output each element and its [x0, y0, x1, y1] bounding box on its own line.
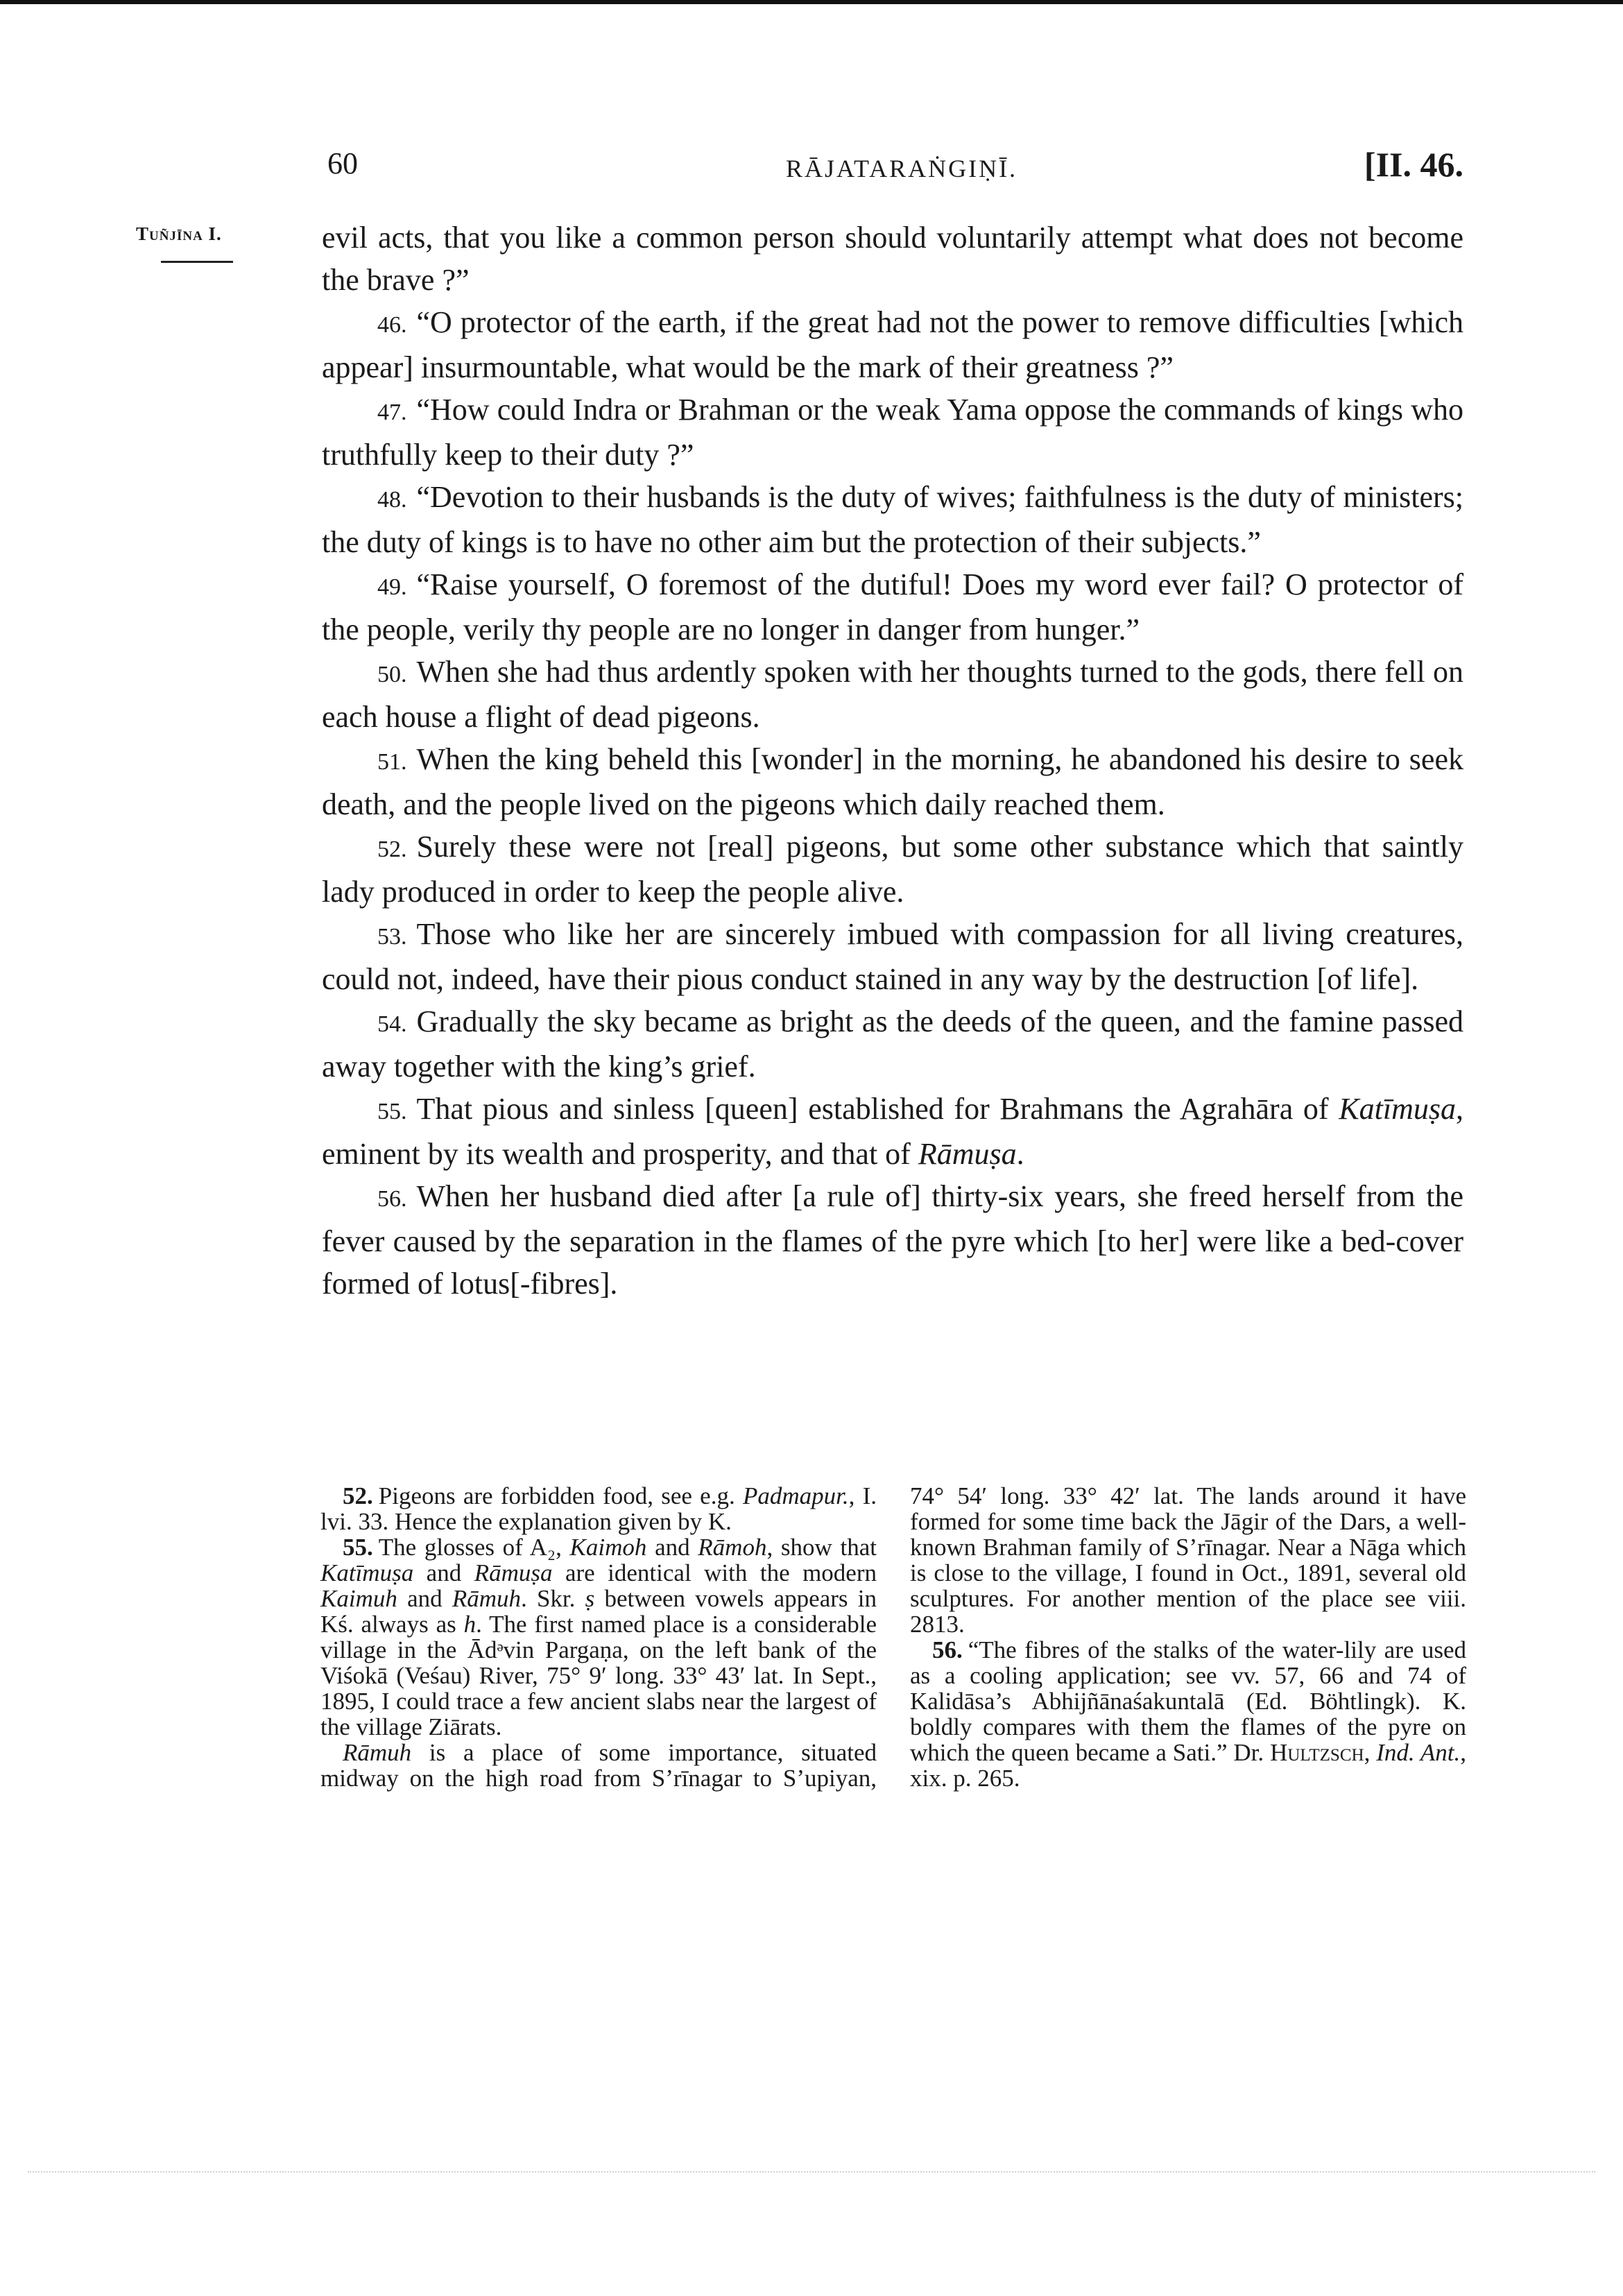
verse-53 [322, 913, 1463, 1000]
place-name-katimusa: Katīmuṣa [1339, 1092, 1456, 1126]
verse-text: Those who like her are sincerely imbued with compassion for all living creatures, could not, indeed, have their pious conduct stained in any way by the destruction [of life]. [322, 917, 1463, 996]
footnote-text: , [1364, 1739, 1377, 1766]
footnote-text: between vowels appears in Kś. always as [320, 1585, 877, 1638]
verse-number: 54. [377, 1011, 407, 1037]
footnote-italic: h [463, 1611, 476, 1638]
verse-number: 46. [377, 312, 407, 338]
verse-56 [322, 1175, 1463, 1305]
footnote-italic: Padmapur. [742, 1482, 849, 1509]
verse-46 [322, 301, 1463, 388]
footnote-text: The glosses of A₂, [378, 1534, 570, 1561]
verse-number: 56. [377, 1186, 407, 1212]
footnote-number: 52. [343, 1482, 373, 1509]
verse-51 [322, 738, 1463, 825]
verse-number: 48. [377, 487, 407, 513]
verse-text: “Devotion to their husbands is the duty of wives; faithfulness is the duty of ministers; the duty of kings is to have no other aim but the protection of their subjects.” [322, 480, 1463, 559]
verse-number: 50. [377, 662, 407, 687]
verse-47 [322, 388, 1463, 476]
footnotes [320, 1483, 1466, 1878]
footnote-italic: ṣ [585, 1585, 595, 1612]
footnote-text: . The first named place is a considerable village in the Ādᵊvin Pargaṇa, on the left bank of the Viśokā (Veśau) River, 75° 9′ long. 33° 43′ lat. In Sept., 1895, I could trace a few ancient slabs near the largest of the village Ziārats. [320, 1611, 877, 1740]
footnote-text: , show that [766, 1534, 877, 1561]
footnote-text: “The fibres of the stalks of the water-lily are used as a cooling application; see vv. 57, 66 and 74 of Kalidāsa’s Abhijñānaśakuntalā (Ed. Böhtlingk). K. boldly compares with them the flames of the pyre on which the queen became a Sati.” Dr. [910, 1636, 1466, 1766]
place-name-ramusa: Rāmuṣa [918, 1137, 1017, 1171]
verse-number: 53. [377, 924, 407, 950]
footnote-text: . Skr. [520, 1585, 585, 1612]
footnote-text: and [397, 1585, 452, 1612]
verse-text: Gradually the sky became as bright as the deeds of the queen, and the famine passed away together with the king’s grief. [322, 1004, 1463, 1083]
footnote-italic: Rāmuṣa [474, 1559, 553, 1586]
verse-text: “Raise yourself, O foremost of the dutiful! Does my word ever fail? O protector of the people, verily thy people are no longer in danger from hunger.” [322, 567, 1463, 646]
verse-49 [322, 563, 1463, 651]
scan-artifact-line [28, 2171, 1595, 2173]
verse-number: 47. [377, 400, 407, 425]
margin-note: Tuñjīna I. [136, 223, 222, 244]
footnote-text: is a place of some importance, situated midway on the high road from S’rīnagar to S’upiyan, 74° 54′ long. 33° 42′ lat. The lands around it have formed for some time back the Jāgir of the Dars, a well-known Brahman family of S’rīnagar. Near a Nāga which is close to the village, I found in Oct., 1891, several old sculptures. For another mention of the place see viii. 2813. [320, 1482, 1466, 1792]
verse-text: “How could Indra or Brahman or the weak Yama oppose the commands of kings who truthfully keep to their duty ?” [322, 393, 1463, 472]
footnote-italic: Kaimuh [320, 1585, 397, 1612]
verse-number: 52. [377, 837, 407, 862]
verse-number: 55. [377, 1099, 407, 1124]
footnote-56 [910, 1637, 1466, 1791]
footnote-italic: Rāmoh [698, 1534, 767, 1561]
footnote-text: , I. lvi. 33. Hence the explanation given by K. [320, 1482, 877, 1535]
margin-rule [161, 261, 233, 263]
verse-number: 49. [377, 574, 407, 600]
verse-number: 51. [377, 749, 407, 775]
author-name: Hultzsch [1270, 1739, 1364, 1766]
footnote-text: are identical with the modern [552, 1559, 877, 1586]
footnote-italic: Katīmuṣa [320, 1559, 414, 1586]
footnote-55 [320, 1534, 877, 1740]
verse-54 [322, 1000, 1463, 1088]
verse-52 [322, 825, 1463, 913]
footnote-italic: Ind. Ant. [1376, 1739, 1461, 1766]
running-title: RĀJATARAṄGIṆĪ. [785, 155, 1018, 182]
main-text [322, 216, 1463, 1305]
footnote-italic: Rāmuh [343, 1739, 412, 1766]
footnote-text: Pigeons are forbidden food, see e.g. [378, 1482, 743, 1509]
footnote-text: and [646, 1534, 698, 1561]
footnote-number: 56. [932, 1636, 963, 1663]
footnote-text: , xix. p. 265. [910, 1739, 1466, 1792]
verse-text: That pious and sinless [queen] established for Brahmans the Agrahāra of [416, 1092, 1339, 1126]
verse-text: When the king beheld this [wonder] in the morning, he abandoned his desire to seek death, and the people lived on the pigeons which daily reached them. [322, 742, 1463, 821]
footnote-52 [320, 1483, 877, 1534]
verse-text: , eminent by its wealth and prosperity, and that of [322, 1092, 1463, 1171]
top-border-rule [0, 0, 1623, 4]
footnote-number: 55. [343, 1534, 373, 1561]
continuation-paragraph: evil acts, that you like a common person should voluntarily attempt what does not become the brave ?” [322, 221, 1463, 297]
verse-48 [322, 476, 1463, 563]
footnote-text: and [413, 1559, 474, 1586]
verse-55 [322, 1088, 1463, 1175]
verse-text: When her husband died after [a rule of] thirty-six years, she freed herself from the fever caused by the separation in the flames of the pyre which [to her] were like a bed-cover formed of lotus[-fibres]. [322, 1179, 1463, 1301]
page-number: 60 [327, 146, 358, 180]
verse-text: . [1016, 1137, 1024, 1171]
verse-text: When she had thus ardently spoken with her thoughts turned to the gods, there fell on each house a flight of dead pigeons. [322, 655, 1463, 734]
section-reference: [II. 46. [1364, 145, 1463, 184]
verse-text: “O protector of the earth, if the great had not the power to remove difficulties [which appear] insurmountable, what would be the mark of their greatness ?” [322, 305, 1463, 384]
footnote-italic: Rāmuh [452, 1585, 521, 1612]
footnote-italic: Kaimoh [569, 1534, 647, 1561]
verse-50 [322, 651, 1463, 738]
verse-text: Surely these were not [real] pigeons, but some other substance which that saintly lady produced in order to keep the people alive. [322, 830, 1463, 909]
